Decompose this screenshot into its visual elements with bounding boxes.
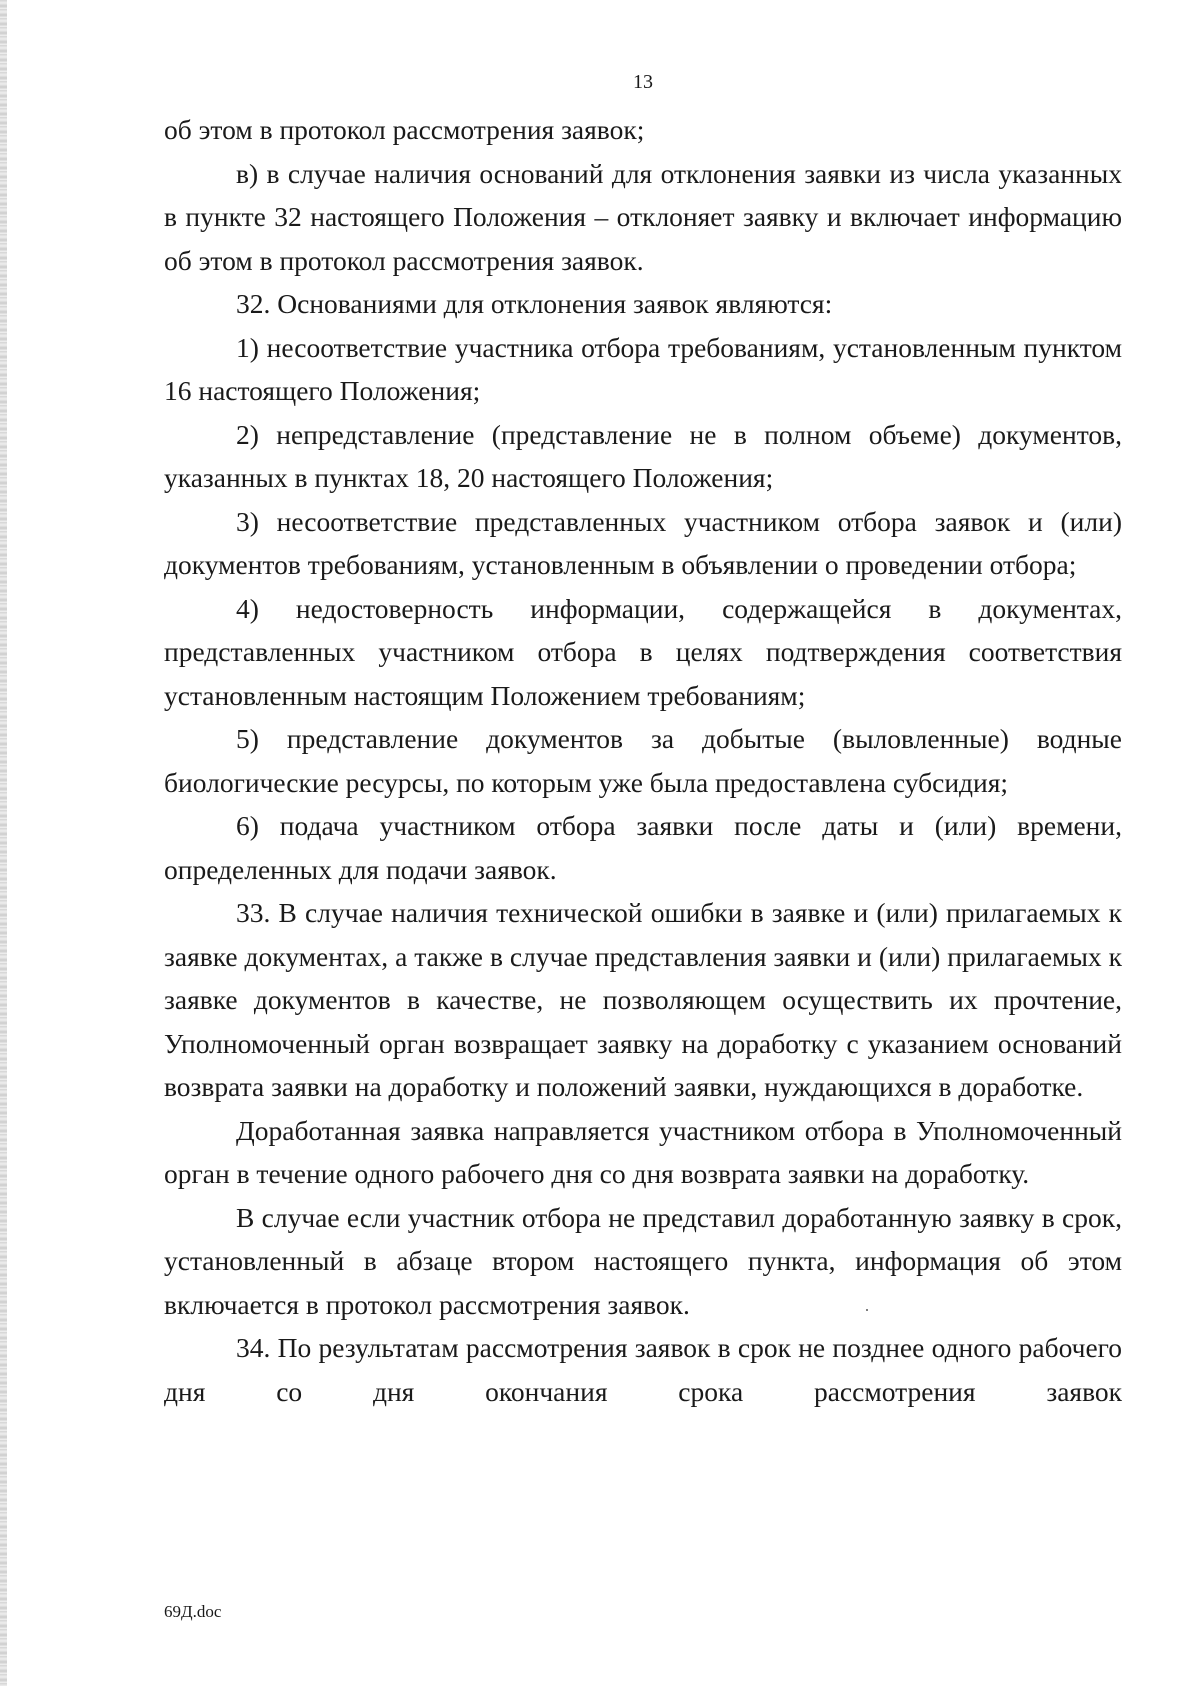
scan-speck bbox=[866, 1309, 868, 1311]
page-number: 13 bbox=[633, 71, 653, 93]
paragraph: об этом в протокол рассмотрения заявок; bbox=[164, 114, 645, 145]
paragraph: Доработанная заявка направляется участником отбора в Уполномоченный орган в течение одного рабочего дня со дня возврата заявки на доработку. bbox=[164, 1114, 1122, 1189]
document-body bbox=[164, 108, 1122, 1413]
paragraph: 6) подача участником отбора заявки после даты и (или) времени, определенных для подачи заявок. bbox=[164, 810, 1122, 885]
paragraph: 1) несоответствие участника отбора требованиям, установленным пунктом 16 настоящего Положения; bbox=[164, 331, 1122, 406]
paragraph: 3) несоответствие представленных участником отбора заявок и (или) документов требованиям, установленным в объявлении о проведении отбора; bbox=[164, 505, 1122, 580]
paragraph: 33. В случае наличия технической ошибки в заявке и (или) прилагаемых к заявке документах, а также в случае представления заявки и (или) прилагаемых к заявке документов в качестве, не позволяющем осуществить их прочтение, Уполномоченный орган возвращает заявку на доработку с указанием оснований возврата заявки на доработку и положений заявки, нуждающихся в доработке. bbox=[164, 897, 1122, 1102]
paragraph: 32. Основаниями для отклонения заявок являются: bbox=[236, 288, 833, 319]
paragraph: В случае если участник отбора не представил доработанную заявку в срок, установленный в абзаце втором настоящего пункта, информация об этом включается в протокол рассмотрения заявок. bbox=[164, 1201, 1122, 1320]
scan-edge bbox=[0, 0, 7, 1686]
paragraph: 2) непредставление (представление не в полном объеме) документов, указанных в пунктах 18, 20 настоящего Положения; bbox=[164, 418, 1122, 493]
paragraph: 5) представление документов за добытые (выловленные) водные биологические ресурсы, по которым уже была предоставлена субсидия; bbox=[164, 723, 1122, 798]
footer-filename: 69Д.doc bbox=[164, 1602, 222, 1621]
paragraph: 4) недостоверность информации, содержащейся в документах, представленных участником отбора в целях подтверждения соответствия установленным настоящим Положением требованиям; bbox=[164, 592, 1122, 711]
paragraph-continued: 34. По результатам рассмотрения заявок в срок не позднее одного рабочего дня со дня окончания срока рассмотрения заявок bbox=[164, 1332, 1122, 1407]
paragraph: в) в случае наличия оснований для отклонения заявки из числа указанных в пункте 32 настоящего Положения – отклоняет заявку и включает информацию об этом в протокол рассмотрения заявок. bbox=[164, 157, 1122, 276]
